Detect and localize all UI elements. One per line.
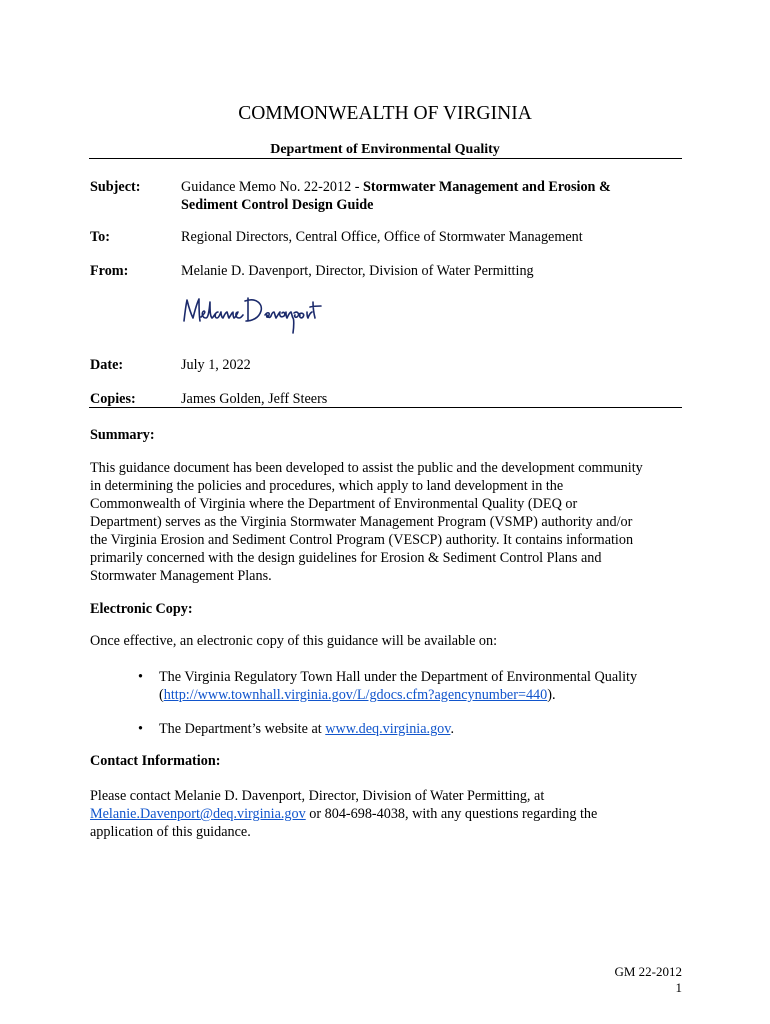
- paren-open: (: [159, 687, 164, 703]
- from-value: Melanie D. Davenport, Director, Division of Water Permitting: [181, 263, 534, 279]
- bullet-icon: •: [138, 669, 143, 685]
- contact-email-link[interactable]: Melanie.Davenport@deq.virginia.gov: [90, 806, 306, 822]
- paren-close: ).: [547, 687, 556, 703]
- bullet-deq-website: [159, 720, 699, 738]
- subject-title-line1: Stormwater Management and Erosion &: [363, 179, 611, 195]
- subject-prefix: Guidance Memo No. 22-2012 -: [181, 179, 364, 195]
- to-value: Regional Directors, Central Office, Office of Stormwater Management: [181, 229, 583, 245]
- contact-heading: Contact Information:: [90, 753, 221, 769]
- copies-label: Copies:: [90, 391, 136, 407]
- page-title: COMMONWEALTH OF VIRGINIA: [238, 103, 532, 124]
- date-label: Date:: [90, 357, 124, 373]
- contact-line1: Please contact Melanie D. Davenport, Director, Division of Water Permitting, at: [90, 788, 545, 804]
- copies-value: James Golden, Jeff Steers: [181, 391, 328, 407]
- summary-line: Commonwealth of Virginia where the Department of Environmental Quality (DEQ or: [90, 496, 578, 512]
- townhall-text: The Virginia Regulatory Town Hall under the Department of Environmental Quality: [159, 669, 638, 685]
- electronic-copy-heading: Electronic Copy:: [90, 601, 193, 617]
- from-label: From:: [90, 263, 129, 279]
- bullet-icon: •: [138, 721, 143, 737]
- contact-line3: application of this guidance.: [90, 824, 251, 840]
- summary-line: This guidance document has been developed to assist the public and the development community: [90, 460, 643, 476]
- footer-page-number: 1: [675, 980, 682, 995]
- subject-label: Subject:: [90, 179, 141, 195]
- townhall-link[interactable]: http://www.townhall.virginia.gov/L/gdocs.cfm?agencynumber=440: [163, 687, 548, 703]
- contact-paragraph: [90, 787, 690, 841]
- summary-line: Stormwater Management Plans.: [90, 568, 272, 584]
- deq-website-link[interactable]: www.deq.virginia.gov: [325, 721, 451, 737]
- footer-doc-id: GM 22-2012: [614, 964, 682, 979]
- subject-title-line2: Sediment Control Design Guide: [181, 197, 374, 213]
- contact-line2: or 804-698-4038, with any questions regarding the: [305, 806, 598, 822]
- subject-value: [181, 178, 681, 214]
- electronic-copy-intro: Once effective, an electronic copy of this guidance will be available on:: [90, 633, 498, 649]
- summary-paragraph: [90, 459, 690, 585]
- deq-website-period: .: [450, 721, 454, 737]
- department-name: Department of Environmental Quality: [270, 142, 500, 157]
- summary-line: in determining the policies and procedures, which apply to land development in the: [90, 478, 564, 494]
- summary-heading: Summary:: [90, 427, 155, 443]
- deq-website-text: The Department’s website at: [159, 721, 326, 737]
- summary-line: Department) serves as the Virginia Stormwater Management Program (VSMP) authority and/or: [90, 514, 633, 530]
- summary-line: primarily concerned with the design guidelines for Erosion & Sediment Control Plans and: [90, 550, 602, 566]
- fields-divider: [89, 407, 682, 408]
- to-label: To:: [90, 229, 110, 245]
- date-value: July 1, 2022: [181, 357, 251, 373]
- header-divider: [89, 158, 682, 159]
- bullet-townhall: [159, 668, 699, 704]
- signature-image: [181, 288, 343, 340]
- summary-line: the Virginia Erosion and Sediment Control Program (VESCP) authority. It contains information: [90, 532, 634, 548]
- page-footer: [614, 964, 682, 996]
